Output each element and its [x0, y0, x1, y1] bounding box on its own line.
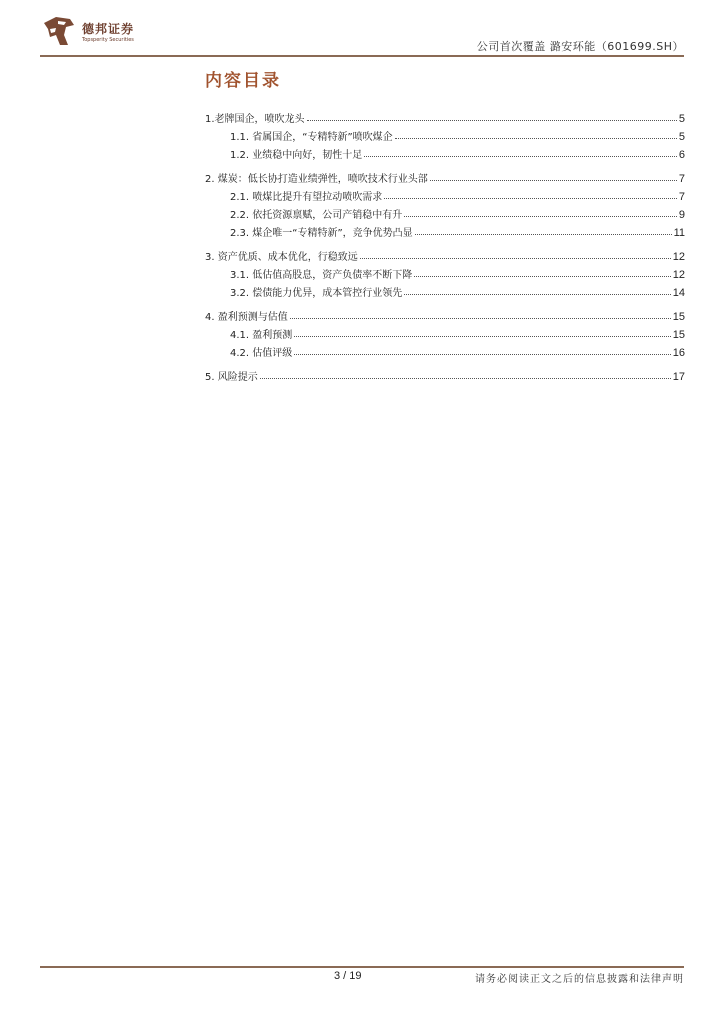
report-tag: 公司首次覆盖 [476, 40, 546, 53]
toc-entry-label: 1.老牌国企，喷吹龙头 [205, 114, 305, 125]
toc-entry-page: 11 [673, 227, 685, 239]
toc-entry[interactable] [205, 221, 685, 239]
toc-entry-page: 17 [672, 371, 685, 383]
toc-entry-label: 2.2. 依托资源禀赋，公司产销稳中有升 [230, 210, 403, 221]
toc-entry[interactable] [205, 365, 685, 383]
toc-entry-label: 3. 资产优质、成本优化，行稳致远 [205, 252, 358, 263]
toc-leader [294, 336, 670, 337]
logo-text-cn: 德邦证券 [82, 22, 135, 36]
toc-entry-page: 9 [678, 209, 685, 221]
toc-entry-label: 3.2. 偿债能力优异，成本管控行业领先 [230, 288, 403, 299]
toc-leader [360, 258, 671, 259]
toc-leader [294, 354, 670, 355]
table-of-contents [205, 107, 685, 383]
toc-leader [290, 318, 671, 319]
toc-leader [307, 120, 677, 121]
toc-entry[interactable] [205, 281, 685, 299]
toc-entry[interactable] [205, 323, 685, 341]
toc-entry-page: 5 [678, 131, 685, 143]
toc-entry[interactable] [205, 203, 685, 221]
toc-leader [415, 234, 672, 235]
toc-entry-page: 12 [672, 269, 685, 281]
toc-entry-page: 5 [678, 113, 685, 125]
toc-title: 内容目录 [205, 71, 281, 91]
toc-entry-label: 1.1. 省属国企，“专精特新”喷吹煤企 [230, 132, 393, 143]
toc-entry[interactable] [205, 245, 685, 263]
toc-entry-label: 2.3. 煤企唯一“专精特新”，竞争优势凸显 [230, 228, 413, 239]
toc-entry-page: 15 [672, 311, 685, 323]
toc-leader [384, 198, 677, 199]
header-report-info [477, 38, 684, 54]
toc-entry-page: 7 [678, 191, 685, 203]
footer-divider [40, 966, 684, 968]
toc-entry[interactable] [205, 305, 685, 323]
header-divider [40, 55, 684, 57]
toc-entry-label: 2.1. 喷煤比提升有望拉动喷吹需求 [230, 192, 383, 203]
toc-leader [260, 378, 671, 379]
toc-entry[interactable] [205, 125, 685, 143]
toc-leader [430, 180, 677, 181]
toc-entry-page: 7 [678, 173, 685, 185]
logo-icon [40, 15, 78, 49]
toc-entry[interactable] [205, 167, 685, 185]
toc-entry-label: 2. 煤炭：低长协打造业绩弹性，喷吹技术行业头部 [205, 174, 428, 185]
toc-leader [414, 276, 670, 277]
toc-entry[interactable] [205, 107, 685, 125]
toc-entry-page: 14 [672, 287, 685, 299]
toc-entry[interactable] [205, 263, 685, 281]
page-indicator: 3 / 19 [334, 970, 362, 982]
toc-leader [395, 138, 677, 139]
legal-disclaimer: 请务必阅读正文之后的信息披露和法律声明 [475, 974, 684, 985]
toc-entry-label: 1.2. 业绩稳中向好，韧性十足 [230, 150, 363, 161]
page-header [40, 12, 684, 57]
toc-entry[interactable] [205, 185, 685, 203]
toc-entry-page: 12 [672, 251, 685, 263]
company-name: 潞安环能（601699.SH） [549, 40, 684, 53]
toc-entry-label: 4. 盈利预测与估值 [205, 312, 288, 323]
toc-entry-page: 6 [678, 149, 685, 161]
toc-leader [404, 294, 670, 295]
toc-entry[interactable] [205, 143, 685, 161]
toc-entry-page: 15 [672, 329, 685, 341]
toc-leader [364, 156, 677, 157]
toc-entry-page: 16 [672, 347, 685, 359]
logo-text-en: Topsperity Securities [82, 37, 134, 43]
toc-entry-label: 4.2. 估值评级 [230, 348, 293, 359]
toc-entry[interactable] [205, 341, 685, 359]
toc-entry-label: 5. 风险提示 [205, 372, 258, 383]
toc-leader [404, 216, 677, 217]
company-logo [40, 15, 160, 51]
toc-entry-label: 3.1. 低估值高股息，资产负债率不断下降 [230, 270, 413, 281]
toc-entry-label: 4.1. 盈利预测 [230, 330, 293, 341]
